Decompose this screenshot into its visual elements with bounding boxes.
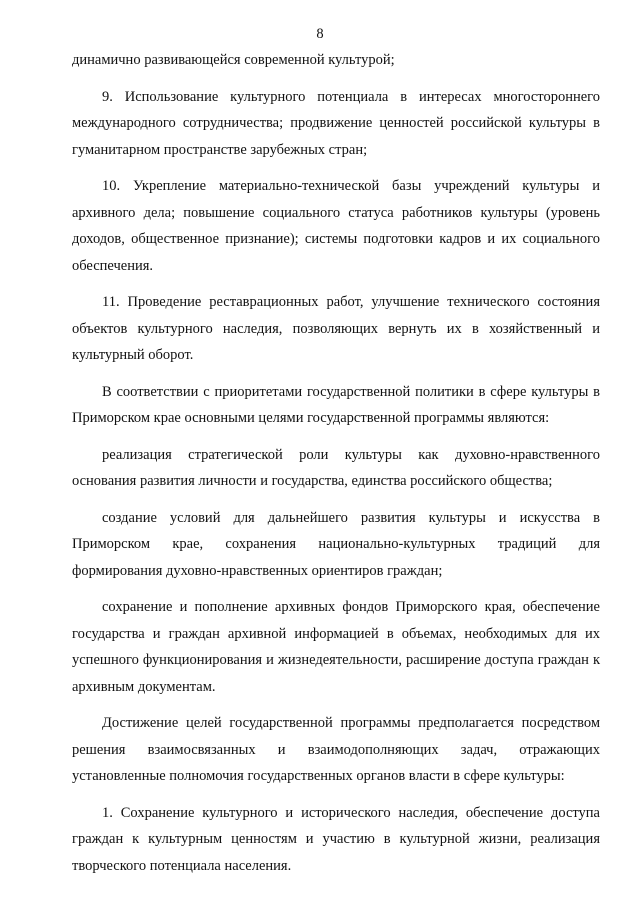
paragraph-goals-intro: В соответствии с приоритетами государственной политики в сфере культуры в Приморском крае основными целями государственной программы являются: (72, 383, 600, 426)
paragraph-item-11: 11. Проведение реставрационных работ, улучшение технического состояния объектов культурного наследия, позволяющих вернуть их в хозяйственный и культурный оборот. (72, 294, 600, 363)
paragraph-item-10: 10. Укрепление материально-технической базы учреждений культуры и архивного дела; повышение социального статуса работников культуры (уровень доходов, общественное признание); системы подготовки кадров и их социального обеспечения. (72, 178, 600, 274)
paragraph-tasks-intro: Достижение целей государственной программы предполагается посредством решения взаимосвязанных и взаимодополняющих задач, отражающих установленные полномочия государственных органов власти в сфере культуры: (72, 715, 600, 784)
paragraph-goal-2: создание условий для дальнейшего развития культуры и искусства в Приморском крае, сохранения национально-культурных традиций для формирования духовно-нравственных ориентиров граждан; (72, 509, 600, 579)
paragraph-goal-3: сохранение и пополнение архивных фондов Приморского края, обеспечение государства и граждан архивной информацией в объемах, необходимых для их успешного функционирования и жизнедеятельности, расширение доступа граждан к архивным документам. (72, 599, 600, 695)
paragraph-item-9: 9. Использование культурного потенциала в интересах многостороннего международного сотрудничества; продвижение ценностей российской культуры в гуманитарном пространстве зарубежных стран; (72, 88, 600, 158)
paragraph-task-1: 1. Сохранение культурного и исторического наследия, обеспечение доступа граждан к культурным ценностям и участию в культурной жизни, реализация творческого потенциала населения. (72, 804, 600, 874)
paragraph-goal-1: реализация стратегической роли культуры как духовно-нравственного основания развития личности и государства, единства российского общества; (72, 446, 600, 489)
page-number: 8 (316, 26, 324, 42)
document-body (72, 47, 600, 889)
paragraph-continuation: динамично развивающейся современной культурой; (72, 52, 395, 68)
